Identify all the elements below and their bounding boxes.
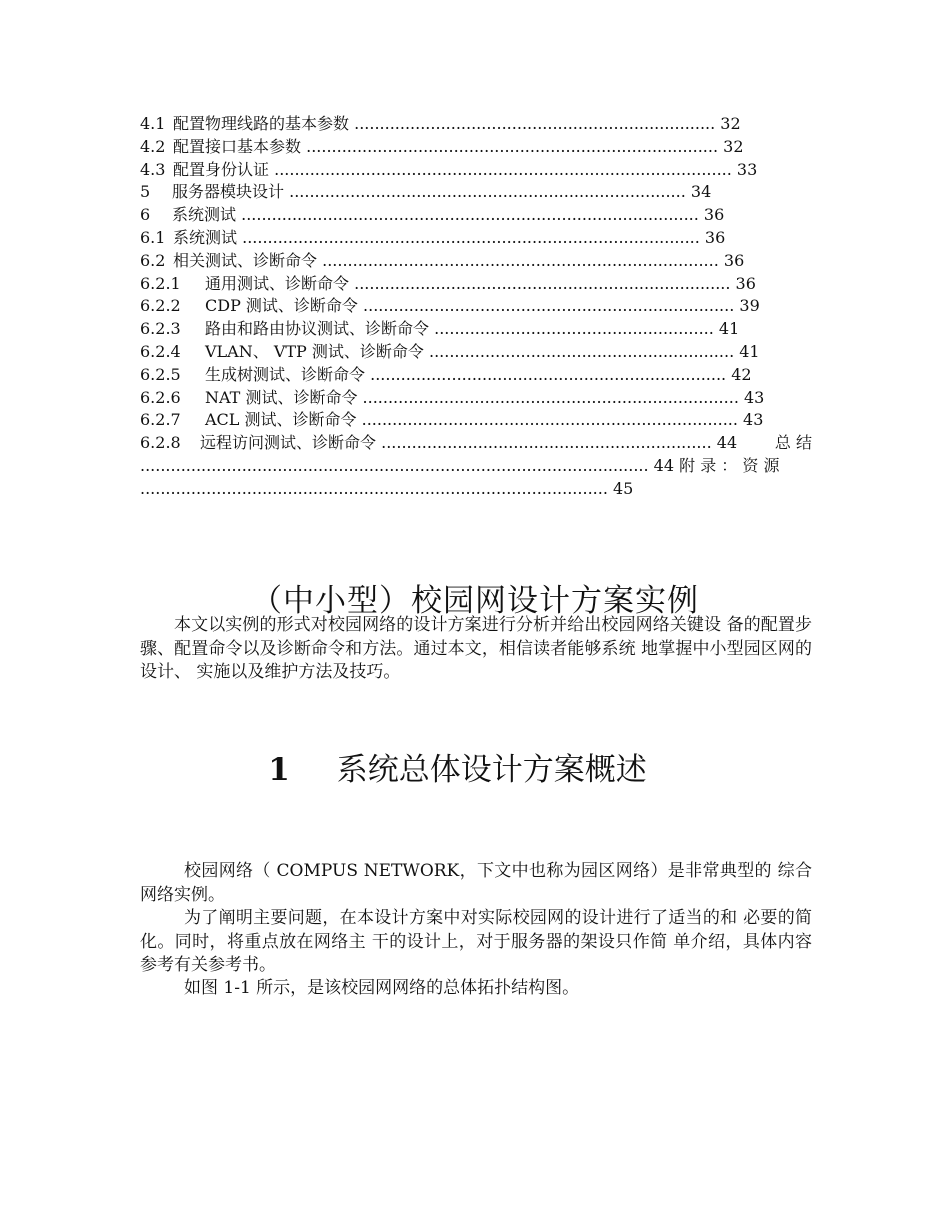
toc-entry-title: 系统测试 bbox=[172, 205, 237, 225]
toc-entry-page: 36 bbox=[698, 205, 725, 225]
toc-entry-title: 服务器模块设计 bbox=[172, 182, 285, 202]
toc-entry[interactable] bbox=[140, 409, 812, 432]
toc-entry-title: 相关测试、诊断命令 bbox=[173, 250, 318, 270]
toc-entry-page: 39 bbox=[734, 296, 760, 316]
toc-entry[interactable] bbox=[140, 273, 812, 296]
toc-entry-title: 生成树测试、诊断命令 bbox=[205, 364, 366, 384]
body-paragraph: 如图 1-1 所示，是该校园网网络的总体拓扑结构图。 bbox=[184, 978, 580, 998]
toc-entry-page: 36 bbox=[718, 250, 745, 270]
toc-entry-page: 36 bbox=[699, 227, 726, 247]
toc-leader-dots: ....................................................... bbox=[429, 319, 714, 339]
toc-entry-title: VLAN、 VTP 测试、诊断命令 bbox=[205, 341, 424, 361]
toc-leader-dots: .............................................................................. bbox=[284, 182, 686, 202]
toc-entry-page: 32 bbox=[715, 114, 741, 133]
toc-entry-page: 43 bbox=[737, 410, 764, 430]
toc-entry-title: 远程访问测试、诊断命令 bbox=[200, 433, 377, 453]
toc-leader-dots: ...................................................................... bbox=[365, 364, 727, 384]
toc-leader-dots: .......................................................................... bbox=[357, 387, 739, 407]
table-of-contents bbox=[140, 113, 812, 501]
toc-entry[interactable] bbox=[140, 250, 812, 273]
toc-entry-title: 路由和路由协议测试、诊断命令 bbox=[205, 319, 430, 339]
toc-entry-number: 6.2.2 bbox=[140, 296, 181, 316]
toc-entry-page: 32 bbox=[718, 136, 744, 156]
toc-wrapped-line: .................................................................................................... 44 附 录 ： 资 源 bbox=[140, 455, 780, 475]
toc-wrapped-line: ............................................................................................ 45 bbox=[140, 478, 634, 498]
toc-leader-dots: .......................................................................... bbox=[349, 273, 731, 293]
toc-entry-number: 6 bbox=[140, 205, 151, 225]
toc-entry-number: 4.1 bbox=[140, 114, 166, 133]
toc-entry-number: 6.1 bbox=[140, 227, 166, 247]
toc-leader-dots: .......................................................................... bbox=[356, 410, 738, 430]
document-title: （中小型）校园网设计方案实例 bbox=[251, 583, 699, 619]
toc-entry-title: 配置身份认证 bbox=[173, 159, 270, 179]
body-paragraph: 为了阐明主要问题，在本设计方案中对实际校园网的设计进行了适当的和 必要的简化。同时，将重点放在网络主 干的设计上，对于服务器的架设只作简 单介绍，具体内容参考有关参考书。 bbox=[140, 908, 812, 975]
toc-entry[interactable] bbox=[140, 227, 812, 250]
toc-entry[interactable] bbox=[140, 159, 812, 182]
toc-leader-dots: ................................................................. bbox=[376, 433, 712, 453]
toc-leader-dots: ............................................................ bbox=[423, 341, 735, 361]
toc-entry[interactable] bbox=[140, 432, 812, 455]
toc-entry-summary[interactable]: 总 结 bbox=[774, 433, 812, 453]
toc-leader-dots: ......................................................................... bbox=[357, 296, 735, 316]
toc-entry[interactable] bbox=[140, 387, 812, 410]
toc-entry-page: 44 bbox=[711, 433, 738, 453]
toc-entry-title: NAT 测试、诊断命令 bbox=[205, 387, 358, 407]
section-title-text: 系统总体设计方案概述 bbox=[336, 752, 647, 788]
toc-entry-number: 6.2.6 bbox=[140, 387, 181, 407]
toc-leader-dots: .......................................................................................... bbox=[269, 159, 732, 179]
toc-entry-page: 34 bbox=[685, 182, 712, 202]
toc-entry[interactable] bbox=[140, 295, 812, 318]
toc-entry-number: 5 bbox=[140, 182, 151, 202]
toc-entry-title: ACL 测试、诊断命令 bbox=[205, 410, 357, 430]
toc-entry-number: 6.2.4 bbox=[140, 341, 181, 361]
toc-entry-number: 4.2 bbox=[140, 136, 166, 156]
toc-leader-dots: ....................................................................... bbox=[349, 114, 716, 133]
toc-entry[interactable] bbox=[140, 341, 812, 364]
toc-entry-number: 4.3 bbox=[140, 159, 166, 179]
toc-entry-title: 通用测试、诊断命令 bbox=[205, 273, 350, 293]
toc-entry[interactable] bbox=[140, 136, 812, 159]
toc-entry[interactable] bbox=[140, 113, 812, 136]
toc-entry[interactable] bbox=[140, 318, 812, 341]
toc-entry-title: 配置接口基本参数 bbox=[173, 136, 302, 156]
toc-entry-page: 33 bbox=[731, 159, 758, 179]
toc-leader-dots: .............................................................................. bbox=[317, 250, 719, 270]
toc-entry[interactable] bbox=[140, 181, 812, 204]
intro-paragraph: 本文以实例的形式对校园网络的设计方案进行分析并给出校园网络关键设 备的配置步骤、配置命令以及诊断命令和方法。通过本文，相信读者能够系统 地掌握中小型园区网的设计、 实施以及维护方法及技巧。 bbox=[140, 615, 812, 682]
toc-entry-page: 41 bbox=[713, 319, 740, 339]
body-paragraph: 校园网络（ COMPUS NETWORK，下文中也称为园区网络）是非常典型的 综合网络实例。 bbox=[140, 861, 812, 905]
toc-entry-number: 6.2.5 bbox=[140, 364, 181, 384]
toc-entry-number: 6.2.7 bbox=[140, 410, 181, 430]
toc-entry-number: 6.2 bbox=[140, 250, 166, 270]
toc-leader-dots: ................................................................................. bbox=[301, 136, 719, 156]
toc-entry-number: 6.2.8 bbox=[140, 433, 181, 453]
toc-entry-resources[interactable] bbox=[140, 478, 812, 501]
toc-entry-page: 42 bbox=[726, 364, 752, 384]
toc-leader-dots: .......................................................................................... bbox=[236, 205, 699, 225]
toc-entry-page: 36 bbox=[730, 273, 756, 293]
toc-entry-number: 6.2.1 bbox=[140, 273, 181, 293]
toc-entry-appendix[interactable] bbox=[140, 455, 812, 478]
toc-entry-page: 41 bbox=[734, 341, 760, 361]
toc-leader-dots: .......................................................................................... bbox=[237, 227, 700, 247]
toc-entry-title: 配置物理线路的基本参数 bbox=[173, 114, 350, 133]
toc-entry-title: CDP 测试、诊断命令 bbox=[205, 296, 358, 316]
toc-entry[interactable] bbox=[140, 204, 812, 227]
toc-entry-number: 6.2.3 bbox=[140, 319, 181, 339]
toc-entry[interactable] bbox=[140, 364, 812, 387]
toc-entry-title: 系统测试 bbox=[173, 227, 238, 247]
section-number: 1 bbox=[268, 752, 290, 788]
section-heading bbox=[0, 750, 950, 790]
toc-entry-page: 43 bbox=[738, 387, 765, 407]
